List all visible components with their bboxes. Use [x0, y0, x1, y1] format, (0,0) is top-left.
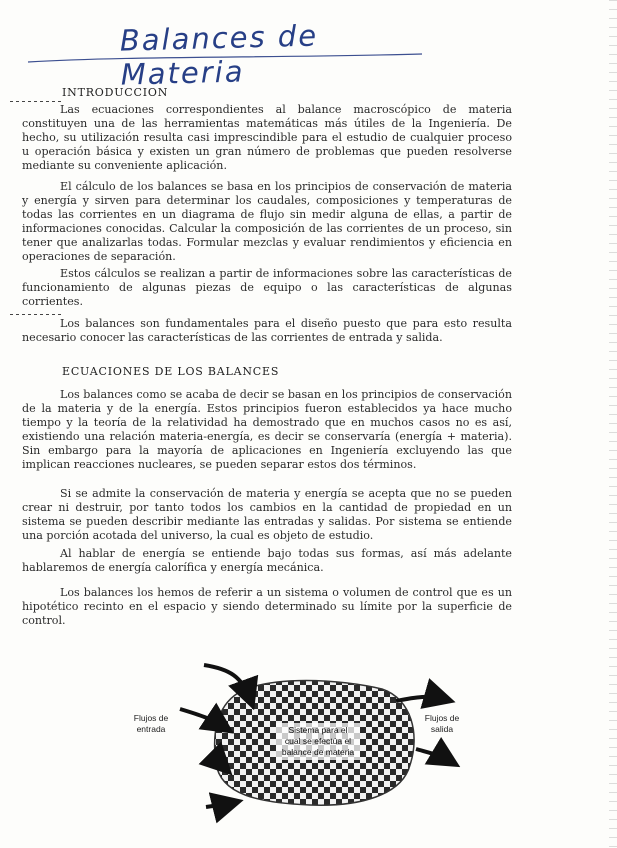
- inflow-arrow: [180, 709, 224, 727]
- outflow-label: Flujos de salida: [424, 713, 460, 734]
- scan-edge: [609, 0, 617, 848]
- paragraph: Al hablar de energía se entiende bajo todas sus formas, así más adelante hablaremos de energía calorífica y energía mecánica.: [22, 547, 512, 574]
- inflow-label: Flujos de entrada: [133, 713, 169, 734]
- system-label: Sistema para el cual se efectúa el balance de materia: [276, 723, 360, 760]
- paragraph: Estos cálculos se realizan a partir de informaciones sobre las características de funcionamiento de algunas piezas de equipo o las características de algunas corrientes.: [22, 267, 512, 308]
- section-heading-ecuaciones: ECUACIONES DE LOS BALANCES: [62, 365, 280, 378]
- page-title: Balances de Materia: [119, 18, 319, 92]
- paragraph: Las ecuaciones correspondientes al balance macroscópico de materia constituyen una de las herramientas matemáticas más útiles de la Ingeniería. De hecho, su utilización resulta casi imprescindible para el estudio de cualquier proceso u operación básica y existen un gran número de problemas que pueden resolverse mediante su conveniente aplicación.: [22, 103, 512, 172]
- paragraph: Los balances como se acaba de decir se basan en los principios de conservación de la materia y de la energía. Estos principios fueron establecidos ya hace mucho tiempo y la teoría de la relatividad ha demostrado que en muchos casos no es así, existiendo una relación materia-energía, es decir se conservaría (energía + materia). Sin embargo para la mayoría de aplicaciones en Ingeniería excluyendo las que implican reacciones nucleares, se pueden separar estos dos términos.: [22, 388, 512, 471]
- paragraph: Los balances los hemos de referir a un sistema o volumen de control que es un hipotético recinto en el espacio y siendo determinado su límite por la superficie de control.: [22, 586, 512, 627]
- scan-artifact: [10, 101, 62, 102]
- outflow-arrow: [206, 803, 232, 807]
- paragraph: Si se admite la conservación de materia y energía se acepta que no se pueden crear ni destruir, por tanto todos los cambios en la cantidad de propiedad en un sistema se pueden describir mediante las entradas y salidas. Por sistema se entiende una porción acotada del universo, la cual es objeto de estudio.: [22, 487, 512, 542]
- section-heading-introduccion: INTRODUCCION: [62, 86, 169, 99]
- paragraph: El cálculo de los balances se basa en los principios de conservación de materia y energía y sirven para determinar los caudales, composiciones y temperaturas de todas las corrientes en un diagrama de flujo sin medir alguna de ellas, a partir de informaciones conocidas. Calcular la composición de las corrientes de un proceso, sin tener que analizarlas todas. Formular mezclas y evaluar rendimientos y eficiencia en operaciones de separación.: [22, 180, 512, 263]
- scan-artifact: [10, 314, 62, 315]
- outflow-arrow: [416, 749, 450, 761]
- system-diagram: [120, 655, 500, 825]
- paragraph: Los balances son fundamentales para el diseño puesto que para esto resulta necesario conocer las características de las corrientes de entrada y salida.: [22, 317, 512, 344]
- outflow-arrow: [396, 697, 444, 701]
